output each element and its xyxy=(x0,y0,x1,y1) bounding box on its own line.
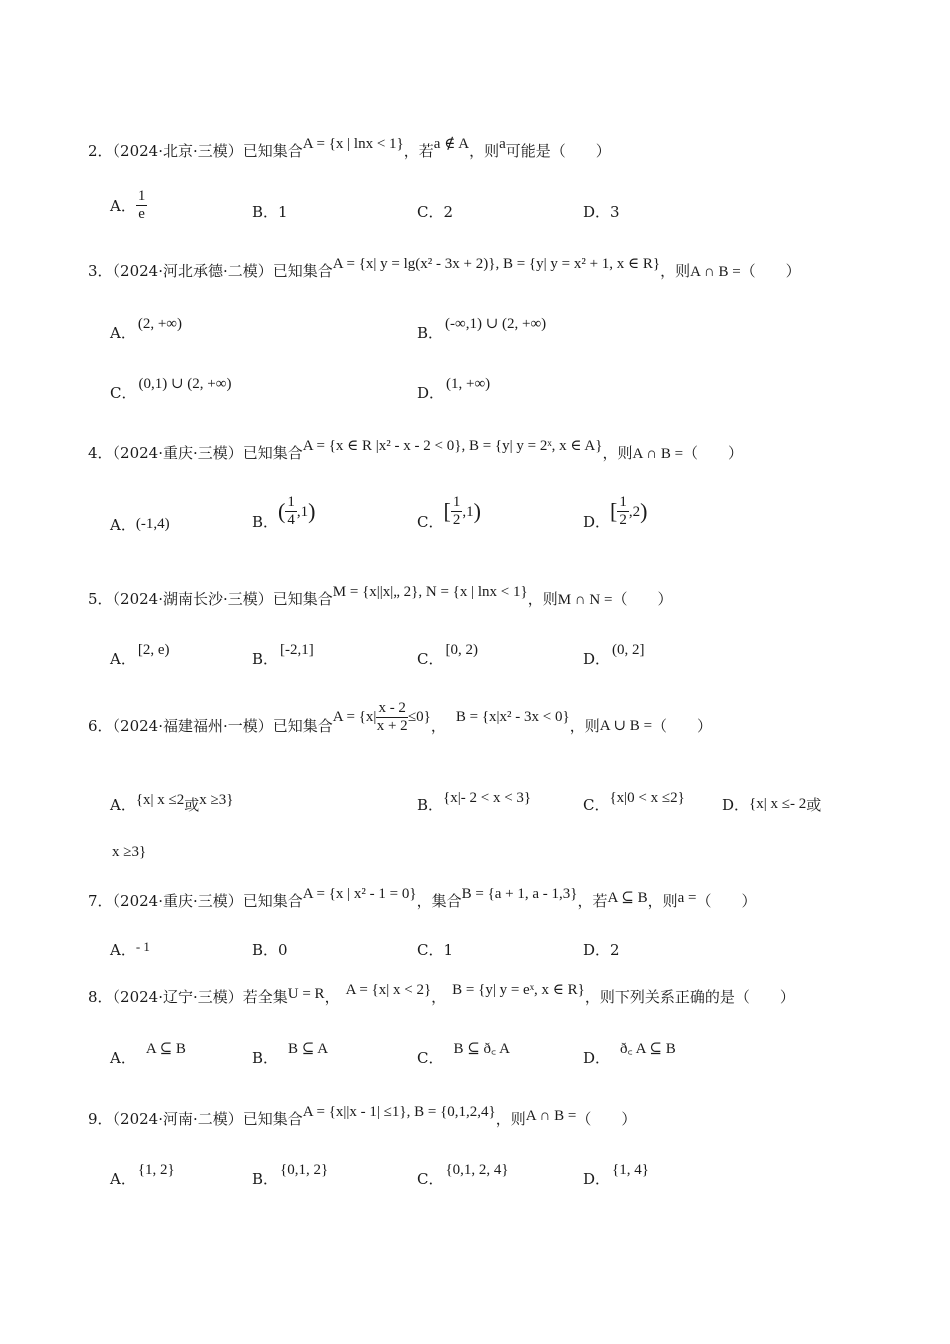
math-part: ≤0} xyxy=(407,709,431,725)
stem-text: ，则 xyxy=(469,142,500,160)
option-c xyxy=(583,790,685,815)
option-value: 2 xyxy=(443,203,454,221)
option-b xyxy=(417,790,532,815)
option-value: {1, 2} xyxy=(137,1162,175,1178)
math-expression: a = xyxy=(677,890,697,906)
math-expression: A ∩ B = xyxy=(632,446,684,462)
option-a xyxy=(110,642,170,669)
question-number: 3． xyxy=(88,262,113,280)
question-source: （2024·湖南长沙·三模）已知集合 xyxy=(112,590,333,608)
stem-text: ，集合 xyxy=(416,892,462,910)
stem-text: ，则 xyxy=(647,892,678,910)
stem-text: ， xyxy=(324,988,340,1006)
option-label: B． xyxy=(252,203,279,221)
option-label: A． xyxy=(110,1170,136,1188)
math-expression: A = {x | lnx < 1} xyxy=(302,136,404,152)
option-label: B． xyxy=(417,796,444,814)
option-label: B． xyxy=(252,513,279,531)
math-expression: A ∪ B = xyxy=(599,718,653,734)
stem-text: （ ） xyxy=(740,262,801,280)
option-conjunction: 或 xyxy=(184,796,200,814)
math-expression: B = {x|x² - 3x < 0} xyxy=(455,709,570,725)
math-expression: U = R xyxy=(287,986,325,1002)
fraction-numerator: 1 xyxy=(137,188,146,204)
question-3 xyxy=(88,256,801,281)
option-label: C． xyxy=(417,513,444,531)
fraction-numerator: x - 2 xyxy=(378,700,406,716)
option-label: D． xyxy=(722,796,750,814)
math-expression: A ∩ B = xyxy=(525,1108,577,1124)
option-value: ,1 xyxy=(462,503,474,520)
option-c xyxy=(417,642,478,669)
option-value: A ⊆ B xyxy=(145,1041,186,1057)
option-a xyxy=(110,1041,186,1068)
option-label: A． xyxy=(110,1049,136,1067)
fraction-numerator: 1 xyxy=(452,494,461,510)
stem-text: （ ） xyxy=(576,1110,637,1128)
option-label: A． xyxy=(110,650,136,668)
option-b xyxy=(252,201,288,222)
fraction-denominator: 2 xyxy=(452,512,461,528)
option-label: C． xyxy=(583,796,610,814)
option-value: 0 xyxy=(278,941,288,959)
option-b xyxy=(252,1041,329,1068)
option-c xyxy=(417,1041,511,1068)
bracket-open: [ xyxy=(443,498,451,524)
question-source: （2024·河北承德·二模）已知集合 xyxy=(112,262,333,280)
option-b xyxy=(252,939,288,960)
option-b xyxy=(252,1162,329,1189)
paren-close: ) xyxy=(473,498,481,524)
option-label: B． xyxy=(252,1049,279,1067)
option-value: (1, +∞) xyxy=(446,376,491,392)
option-d xyxy=(583,201,620,222)
option-value: [0, 2) xyxy=(445,642,478,658)
option-d xyxy=(583,494,647,529)
option-value: {1, 4} xyxy=(612,1162,649,1178)
option-a xyxy=(110,1162,175,1189)
math-expression: A = {x ∈ R |x² - x - 2 < 0}, B = {y| y = 2ˣ, x ∈ A} xyxy=(302,438,603,454)
fraction-denominator: 4 xyxy=(287,512,295,528)
question-source: （2024·北京·三模）已知集合 xyxy=(112,142,303,160)
question-source: （2024·重庆·三模）已知集合 xyxy=(112,444,303,462)
stem-text: 可能是（ ） xyxy=(505,142,611,160)
fraction xyxy=(451,494,463,529)
question-6 xyxy=(88,700,713,743)
question-8 xyxy=(88,982,795,1007)
option-value: {x|0 < x ≤2} xyxy=(609,790,685,806)
question-9 xyxy=(88,1104,637,1129)
option-label: A． xyxy=(110,197,136,215)
option-value: {x| x ≤2 xyxy=(135,792,185,808)
option-label: B． xyxy=(417,324,444,342)
option-value: (0, 2] xyxy=(612,642,645,658)
option-d xyxy=(583,642,645,669)
stem-text: （ ） xyxy=(612,590,673,608)
question-number: 4． xyxy=(88,444,113,462)
option-b xyxy=(417,316,547,343)
fraction-numerator: 1 xyxy=(287,494,295,510)
option-value: {x| x ≤- 2 xyxy=(749,796,807,812)
question-source: （2024·福建福州·一模）已知集合 xyxy=(112,717,333,735)
option-d xyxy=(722,794,821,815)
math-expression xyxy=(333,700,431,735)
question-number: 8． xyxy=(88,988,113,1006)
option-label: C． xyxy=(417,650,444,668)
stem-text: ，则 xyxy=(527,590,558,608)
stem-text: ，则 xyxy=(495,1110,526,1128)
option-value: [-2,1] xyxy=(280,642,314,658)
question-number: 7． xyxy=(88,892,113,910)
stem-text: （ ） xyxy=(696,892,757,910)
fraction-denominator: e xyxy=(138,206,145,222)
option-value: (0,1) ∪ (2, +∞) xyxy=(138,376,232,392)
option-d xyxy=(583,1041,676,1068)
fraction-denominator: x + 2 xyxy=(376,718,408,734)
question-5 xyxy=(88,584,673,609)
option-label: D． xyxy=(583,1170,611,1188)
stem-text: ，则下列关系正确的是（ ） xyxy=(584,988,795,1006)
stem-text: ，则 xyxy=(602,444,633,462)
option-label: B． xyxy=(252,941,279,959)
fraction-numerator: 1 xyxy=(619,494,627,510)
option-label: C． xyxy=(417,941,444,959)
option-value: {0,1, 2} xyxy=(280,1162,329,1178)
question-source: （2024·重庆·三模）已知集合 xyxy=(112,892,303,910)
option-label: C． xyxy=(417,1049,444,1067)
option-d xyxy=(583,1162,649,1189)
option-d xyxy=(417,376,491,403)
stem-text: ，若 xyxy=(577,892,608,910)
option-c xyxy=(417,494,481,529)
option-value: {x|- 2 < x < 3} xyxy=(443,790,532,806)
math-expression: A ∩ B = xyxy=(690,264,741,280)
option-d-continuation xyxy=(112,842,146,861)
fraction xyxy=(376,700,408,735)
fraction xyxy=(136,188,148,223)
question-number: 2． xyxy=(88,142,113,160)
option-value: x ≥3} xyxy=(112,844,147,860)
option-label: B． xyxy=(252,650,279,668)
option-c xyxy=(417,1162,509,1189)
option-value: {0,1, 2, 4} xyxy=(445,1162,509,1178)
math-expression: A = {x | x² - 1 = 0} xyxy=(302,886,417,902)
option-a xyxy=(110,794,233,815)
math-expression: A = {x| y = lg(x² - 3x + 2)}, B = {y| y = x² + 1, x ∈ R} xyxy=(332,256,661,272)
option-value: x ≥3} xyxy=(199,792,234,808)
option-c xyxy=(110,376,232,403)
question-number: 5． xyxy=(88,590,113,608)
option-a xyxy=(110,939,150,960)
fraction xyxy=(285,494,297,529)
question-2 xyxy=(88,136,611,161)
question-number: 6． xyxy=(88,717,113,735)
option-label: A． xyxy=(110,796,136,814)
option-label: D． xyxy=(583,941,611,959)
option-label: D． xyxy=(583,203,611,221)
stem-text: ，若 xyxy=(403,142,434,160)
stem-text: ， xyxy=(431,988,447,1006)
option-a xyxy=(110,316,182,343)
fraction-denominator: 2 xyxy=(619,512,627,528)
question-4 xyxy=(88,438,744,463)
option-value: 2 xyxy=(610,941,620,959)
stem-text: （ ） xyxy=(683,444,744,462)
option-value: [2, e) xyxy=(137,642,170,658)
math-expression: A = {x||x - 1| ≤1}, B = {0,1,2,4} xyxy=(302,1104,496,1120)
paren-close: ) xyxy=(308,498,316,524)
option-b xyxy=(252,642,314,669)
option-value: B ⊆ A xyxy=(288,1041,329,1057)
paren-open: ( xyxy=(278,498,286,524)
option-c xyxy=(417,201,453,222)
option-label: D． xyxy=(583,1049,611,1067)
math-expression: B = {y| y = eˣ, x ∈ R} xyxy=(452,982,585,998)
math-expression: B = {a + 1, a - 1,3} xyxy=(461,886,578,902)
option-value: ,2 xyxy=(628,503,641,520)
option-value: (-∞,1) ∪ (2, +∞) xyxy=(445,316,547,332)
question-7 xyxy=(88,886,757,911)
stem-text: ，则 xyxy=(569,717,600,735)
option-a xyxy=(110,514,170,535)
option-a xyxy=(110,188,147,223)
option-label: D． xyxy=(417,384,445,402)
bracket-open: [ xyxy=(610,498,618,524)
math-expression: a xyxy=(499,136,506,152)
option-value: 3 xyxy=(610,203,620,221)
stem-text: ， xyxy=(430,717,446,735)
option-value: - 1 xyxy=(135,939,150,954)
option-value: 1 xyxy=(443,941,454,959)
math-expression: a ∉ A xyxy=(433,136,470,152)
option-label: D． xyxy=(583,513,611,531)
option-value: B ⊆ ð꜀ A xyxy=(453,1041,511,1057)
math-expression: A ⊆ B xyxy=(607,890,648,906)
question-number: 9． xyxy=(88,1110,113,1128)
math-expression: A = {x| x < 2} xyxy=(345,982,432,998)
stem-text: （ ） xyxy=(652,717,713,735)
option-label: C． xyxy=(417,203,444,221)
math-expression: M ∩ N = xyxy=(557,592,613,608)
math-part: A = {x| xyxy=(332,709,377,725)
option-d xyxy=(583,939,620,960)
option-label: B． xyxy=(252,1170,279,1188)
option-label: C． xyxy=(110,384,137,402)
stem-text: ，则 xyxy=(660,262,691,280)
option-label: A． xyxy=(110,941,136,959)
option-value: (2, +∞) xyxy=(137,316,182,332)
option-value: ð꜀ A ⊆ B xyxy=(620,1041,676,1057)
question-source: （2024·辽宁·三模）若全集 xyxy=(112,988,288,1006)
fraction xyxy=(617,494,629,529)
option-label: A． xyxy=(110,324,136,342)
option-value: (-1,4) xyxy=(135,516,170,532)
option-value: ,1 xyxy=(296,503,309,520)
option-label: C． xyxy=(417,1170,444,1188)
option-b xyxy=(252,494,315,529)
option-c xyxy=(417,939,453,960)
option-label: A． xyxy=(110,516,136,534)
paren-close: ) xyxy=(640,498,648,524)
math-expression: M = {x||x|„ 2}, N = {x | lnx < 1} xyxy=(332,584,528,600)
option-value: 1 xyxy=(278,203,288,221)
question-source: （2024·河南·二模）已知集合 xyxy=(112,1110,303,1128)
option-label: D． xyxy=(583,650,611,668)
option-conjunction: 或 xyxy=(806,796,822,814)
